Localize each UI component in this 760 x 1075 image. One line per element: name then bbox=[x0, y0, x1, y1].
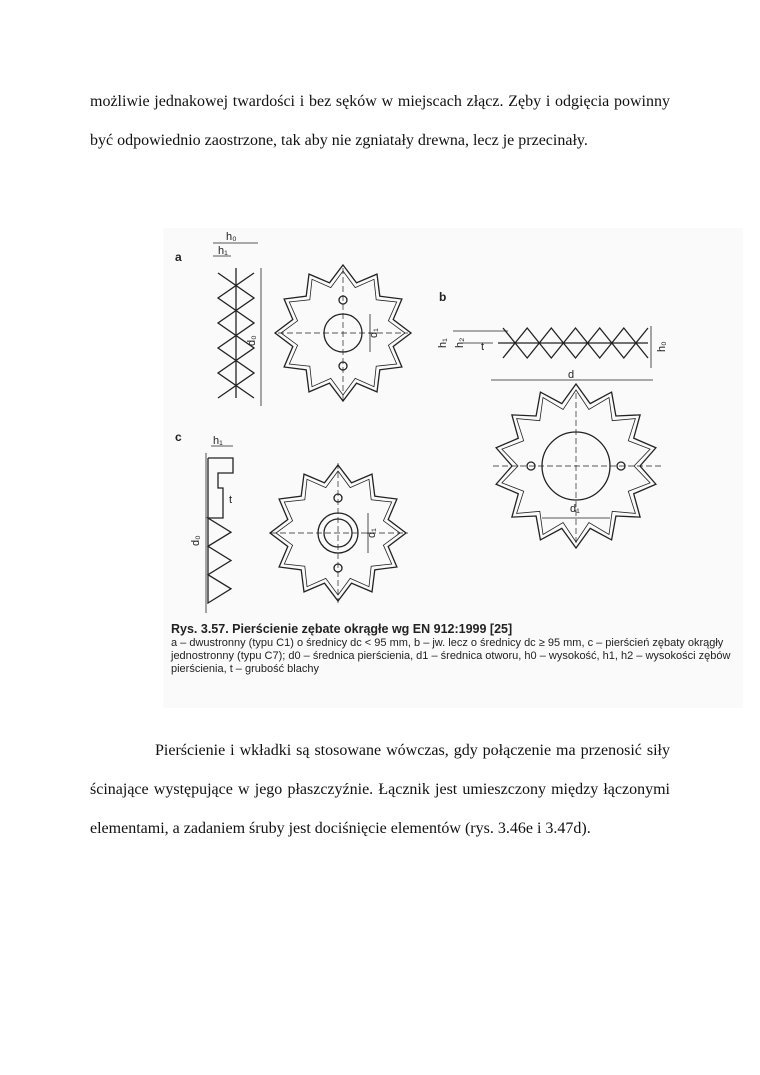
panel-b-front-view bbox=[493, 384, 663, 548]
dim-h1-b: h₁ bbox=[437, 338, 449, 348]
dim-t-b: t bbox=[481, 341, 485, 353]
dim-d0-a: d₀ bbox=[246, 335, 258, 346]
dim-h2-b: h₂ bbox=[454, 337, 466, 348]
panel-c-side-view bbox=[206, 446, 233, 613]
paragraph-top: możliwie jednakowej twardości i bez sęków w miejscach złącz. Zęby i odgięcia powinny być odpowiednio zaostrzone, tak aby nie zgniatały drewna, lecz je przecinały. bbox=[90, 93, 670, 149]
dim-h1-a: h₁ bbox=[218, 245, 228, 257]
panel-a-side-view bbox=[213, 243, 261, 406]
dim-h0-b: h₀ bbox=[656, 341, 668, 352]
figure-toothed-rings bbox=[163, 228, 743, 708]
ring-drawings bbox=[163, 228, 743, 623]
panel-label-a: a bbox=[175, 250, 182, 264]
dim-t-c: t bbox=[229, 494, 233, 506]
paragraph-bottom: Pierścienie i wkładki są stosowane wówczas, gdy połączenie ma przenosić siły ścinające występujące w jego płaszczyźnie. Łącznik jest umieszczony między łączonymi elementami, a zadaniem śruby jest dociśnięcie elementów (rys. 3.46e i 3.47d). bbox=[90, 742, 670, 837]
dim-d1-a: d₁ bbox=[368, 328, 380, 338]
panel-c-front-view bbox=[270, 463, 408, 603]
panel-b-side-view bbox=[453, 326, 653, 380]
dim-h1-c: h₁ bbox=[213, 435, 223, 447]
panel-label-c: c bbox=[175, 430, 182, 444]
figure-caption bbox=[171, 623, 736, 676]
dim-d1-b: d₁ bbox=[570, 503, 580, 515]
panel-label-b: b bbox=[439, 290, 447, 304]
dim-h0-a: h₀ bbox=[226, 231, 237, 243]
dim-d0-c: d₀ bbox=[190, 535, 202, 546]
dim-d1-c: d₁ bbox=[366, 528, 378, 538]
figure-caption-body: a – dwustronny (typu C1) o średnicy dc < 95 mm, b – jw. lecz o średnicy dc ≥ 95 mm, c – pierścień zębaty okrągły jednostronny (typu C7); d0 – średnica pierścienia, d1 – średnica otworu, h0 – wysokość, h1, h2 – wysokości zębów pierścienia, t – grubość blachy bbox=[171, 637, 731, 675]
dim-d-b: d bbox=[568, 369, 575, 381]
figure-caption-title: Rys. 3.57. Pierścienie zębate okrągłe wg EN 912:1999 [25] bbox=[171, 622, 513, 636]
panel-a-front-view bbox=[275, 265, 411, 401]
